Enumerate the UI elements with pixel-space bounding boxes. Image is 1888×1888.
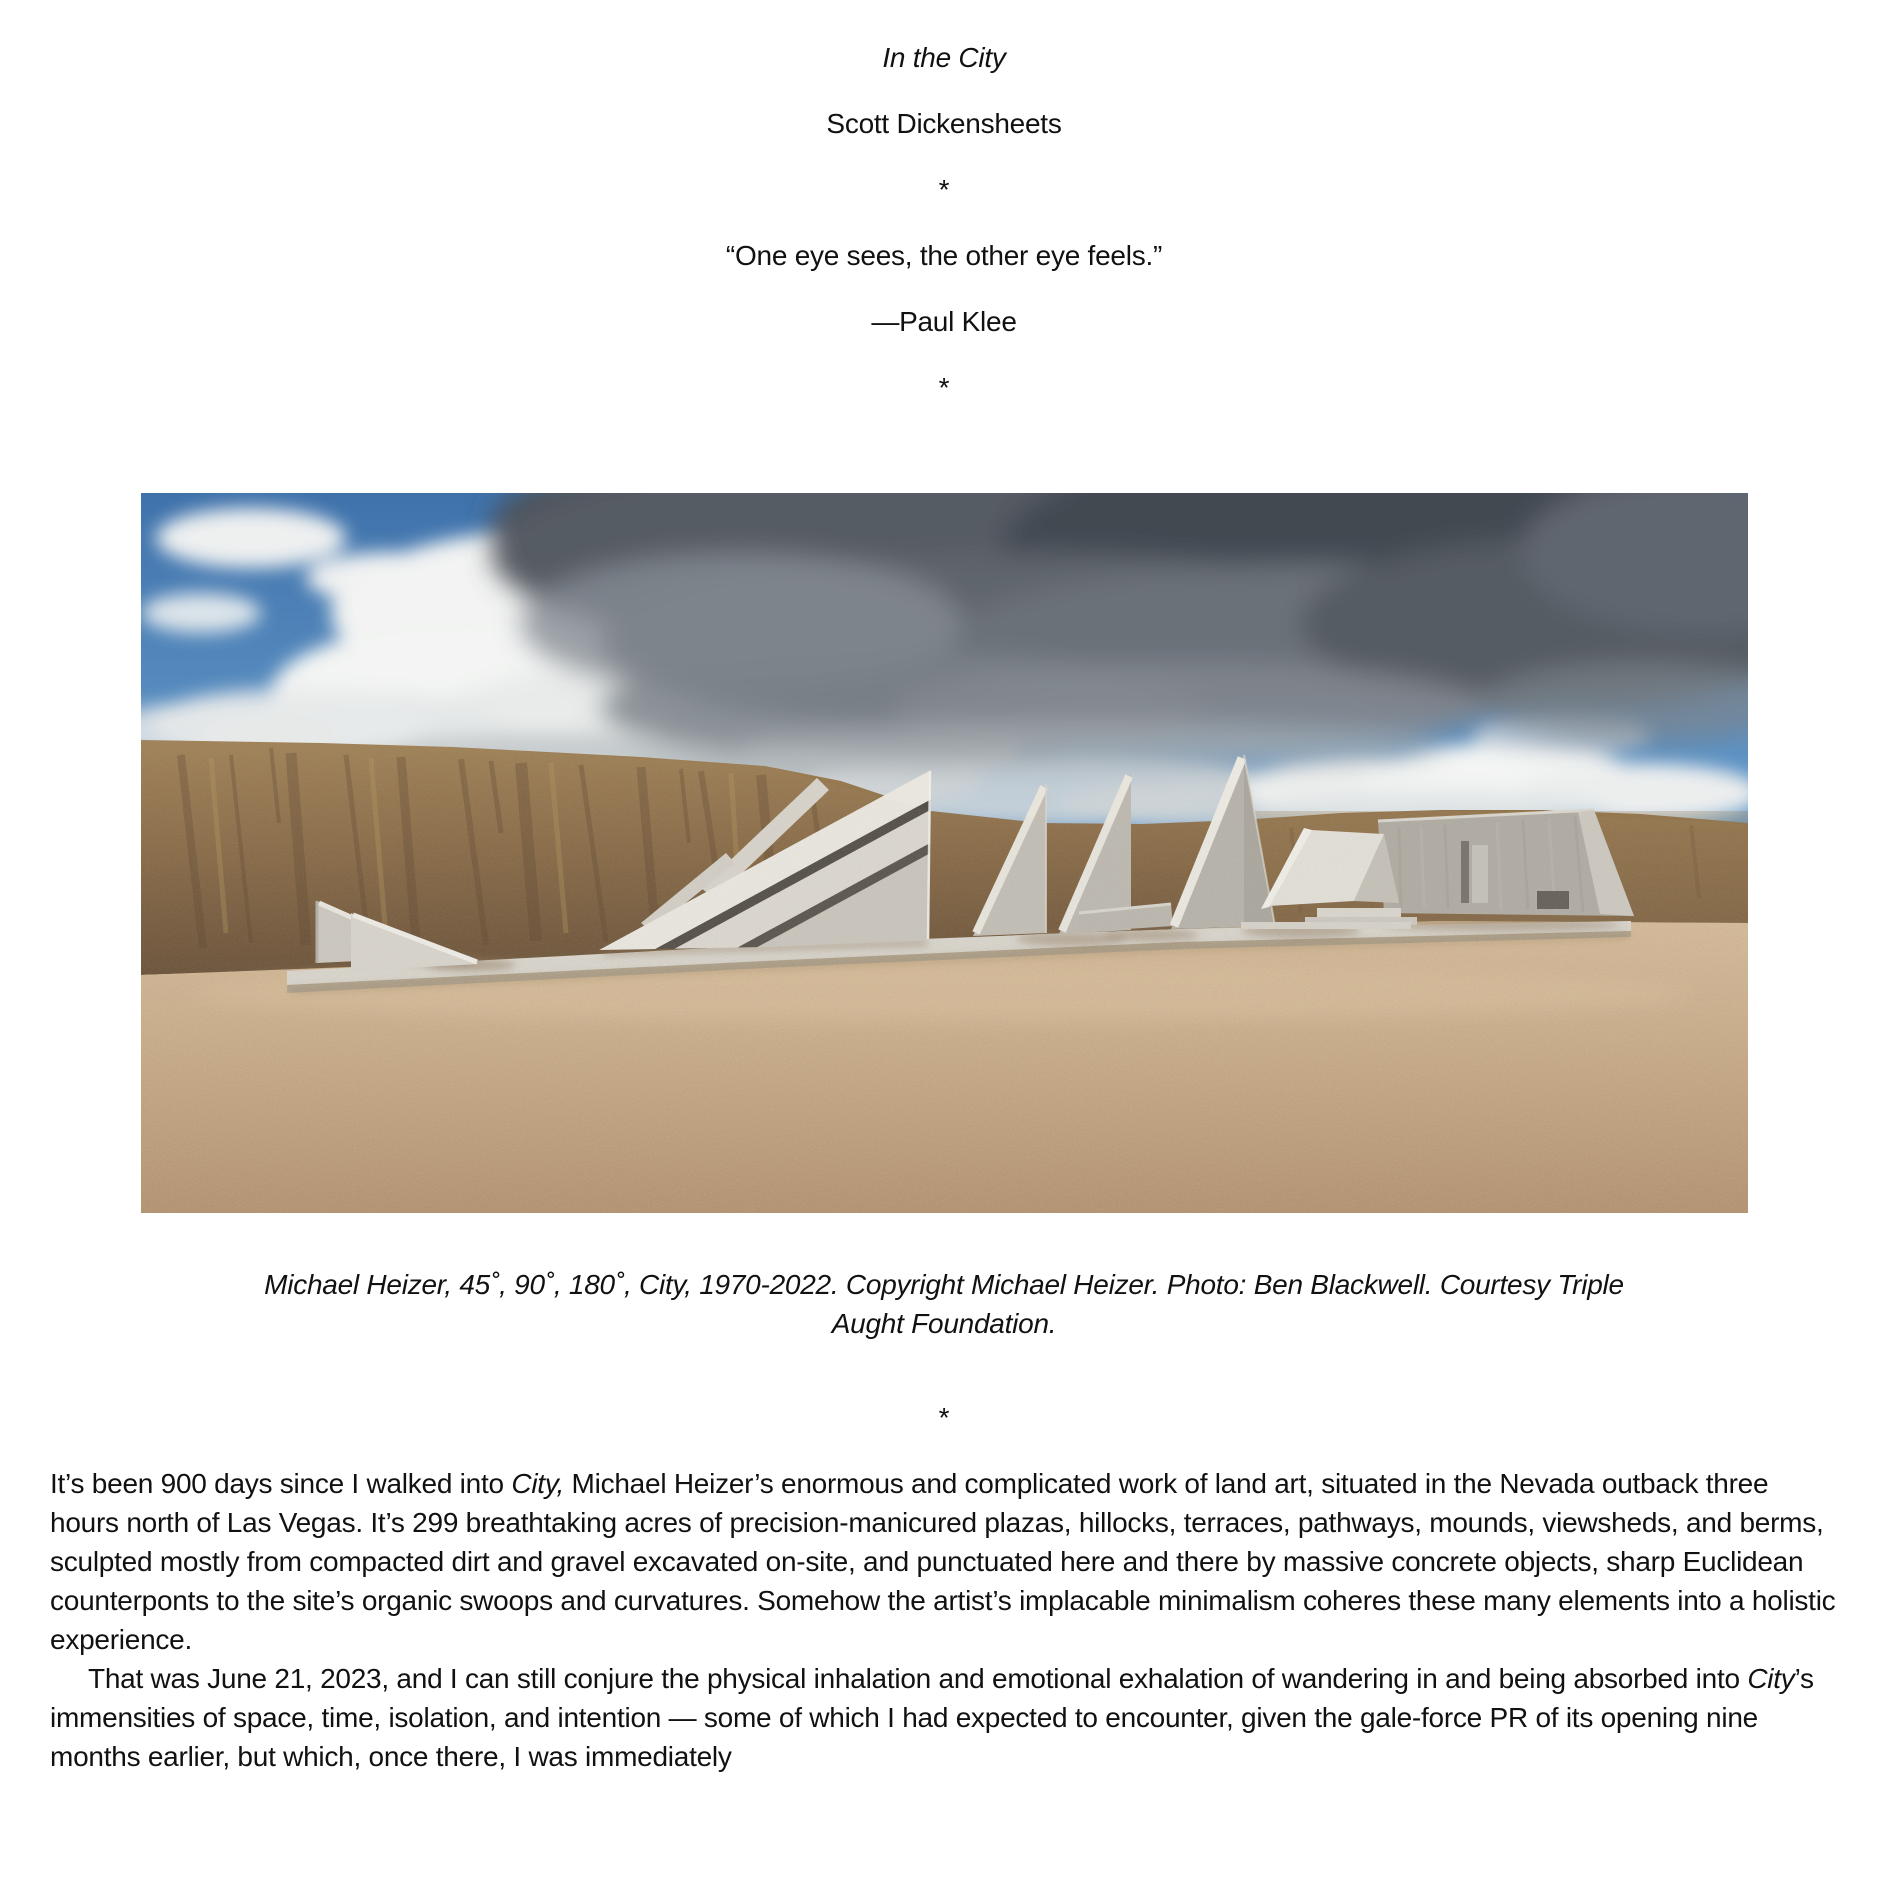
figure-caption-line-1: Michael Heizer, 45˚, 90˚, 180˚, City, 1970-2022. Copyright Michael Heizer. Photo: Ben Blackwell. Courtesy Triple — [264, 1269, 1624, 1300]
figure-caption-line-2: Aught Foundation. — [831, 1308, 1057, 1339]
separator-asterisk-1: * — [938, 174, 950, 205]
article-body — [50, 1464, 1838, 1776]
paragraph-2: That was June 21, 2023, and I can still conjure the physical inhalation and emotional exhalation of wandering in and being absorbed into City’s immensities of space, time, isolation, and intention — some of which I had expected to encounter, given the gale-force PR of its opening nine months earlier, but which, once there, I was immediately — [50, 1663, 1814, 1772]
article-figure — [50, 493, 1838, 1343]
figure-caption — [50, 1265, 1838, 1343]
epigraph-quote: “One eye sees, the other eye feels.” — [725, 240, 1163, 271]
separator-asterisk-2: * — [938, 372, 950, 403]
paragraph-1: It’s been 900 days since I walked into City, Michael Heizer’s enormous and complicated work of land art, situated in the Nevada outback three hours north of Las Vegas. It’s 299 breathtaking acres of precision-manicured plazas, hillocks, terraces, pathways, mounds, viewsheds, and berms, sculpted mostly from compacted dirt and gravel excavated on-site, and punctuated here and there by massive concrete objects, sharp Euclidean counterponts to the site’s organic swoops and curvatures. Somehow the artist’s implacable minimalism coheres these many elements into a holistic experience. — [50, 1468, 1836, 1655]
author-byline: Scott Dickensheets — [826, 108, 1062, 139]
page-title: In the City — [882, 42, 1006, 73]
city-photo — [141, 493, 1748, 1213]
epigraph-attribution: —Paul Klee — [871, 306, 1017, 337]
separator-asterisk-3: * — [938, 1402, 950, 1433]
